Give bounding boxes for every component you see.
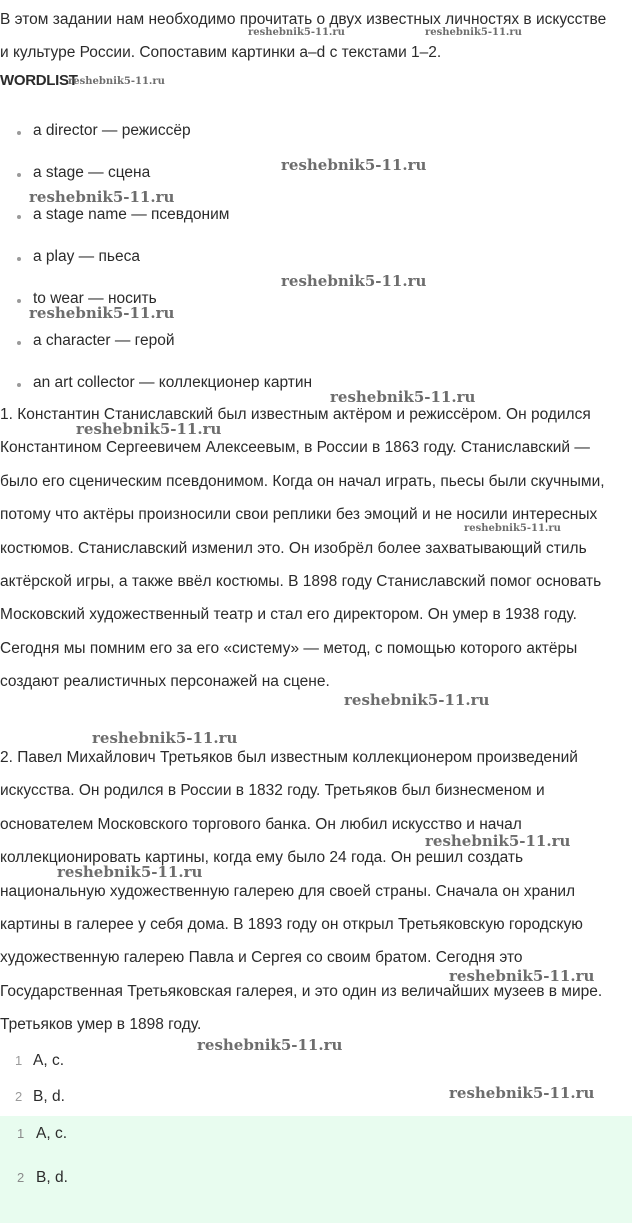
wordlist-heading: WORDLIST [0,72,78,89]
wordlist-item: a stage name — псевдоним [0,198,312,240]
watermark: reshebnik5-11.ru [344,691,490,709]
text-1-stanislavsky: 1. Константин Станиславский был известным актёром и режиссёром. Он родился Константином Сергеевичем Алексеевым, в России в 1863 году. Станиславский — было его сценическим псевдонимом. Когда он начал играть, пьесы были скучными, потому что актёры произносили свои реплики без эмоций и не носили интересных костюмов. Станиславский изменил это. Он изобрёл более захватывающий стиль актёрской игры, а также ввёл костюмы. В 1898 году Станиславский помог основать Московский художественный театр и стал его директором. Он умер в 1938 году. Сегодня мы помним его за его «систему» — метод, с помощью которого актёры создают реалистичных персонажей на сцене. [0,406,605,691]
wordlist [0,114,312,408]
watermark: reshebnik5-11.ru [281,156,427,174]
answer-number: 1 [17,1126,25,1141]
watermark: reshebnik5-11.ru [57,863,203,881]
answer-row [0,1160,632,1204]
text-2-tretyakov: 2. Павел Михайлович Третьяков был известным коллекционером произведений искусства. Он родился в России в 1832 году. Третьяков был бизнесменом и основателем Московского торгового банка. Он любил искусство и начал коллекционировать картины, когда ему было 24 года. Он решил создать национальную художественную галерею для своей страны. Сначала он хранил картины в галерее у себя дома. В 1893 году он открыл Третьяковскую городскую художественную галерею Павла и Сергея со своим братом. Сегодня это Государственная Третьяковская галерея, и это один из величайших музеев в мире. Третьяков умер в 1898 году. [0,749,603,1034]
answer-value: B, d. [33,1088,65,1105]
watermark: reshebnik5-11.ru [76,420,222,438]
answer-number: 2 [15,1089,23,1104]
watermark: reshebnik5-11.ru [464,523,561,534]
wordlist-item: a character — герой [0,324,312,366]
wordlist-item: a director — режиссёр [0,114,312,156]
wordlist-item: to wear — носить [0,282,312,324]
watermark: reshebnik5-11.ru [197,1036,343,1054]
watermark: reshebnik5-11.ru [248,27,345,38]
watermark: reshebnik5-11.ru [92,729,238,747]
wordlist-item: a stage — сцена [0,156,312,198]
answer-value: A, c. [36,1125,68,1142]
watermark: reshebnik5-11.ru [29,304,175,322]
answer-number: 2 [17,1170,25,1185]
watermark: reshebnik5-11.ru [330,388,476,406]
answer-number: 1 [15,1053,23,1068]
watermark: reshebnik5-11.ru [68,76,165,87]
watermark: reshebnik5-11.ru [449,1084,595,1102]
answer-row [0,1116,632,1160]
watermark: reshebnik5-11.ru [425,832,571,850]
watermark: reshebnik5-11.ru [29,188,175,206]
wordlist-item: a play — пьеса [0,240,312,282]
intro-paragraph: В этом задании нам необходимо прочитать о двух известных личностях в искусстве и культуре России. Сопоставим картинки a–d с текстами 1–2. [0,11,607,62]
answer-value: B, d. [36,1169,68,1186]
watermark: reshebnik5-11.ru [449,967,595,985]
watermark: reshebnik5-11.ru [425,27,522,38]
answer-highlight-box [0,1116,632,1223]
watermark: reshebnik5-11.ru [281,272,427,290]
wordlist-item: an art collector — коллекционер картин [0,366,312,408]
answer-value: A, c. [33,1052,65,1069]
